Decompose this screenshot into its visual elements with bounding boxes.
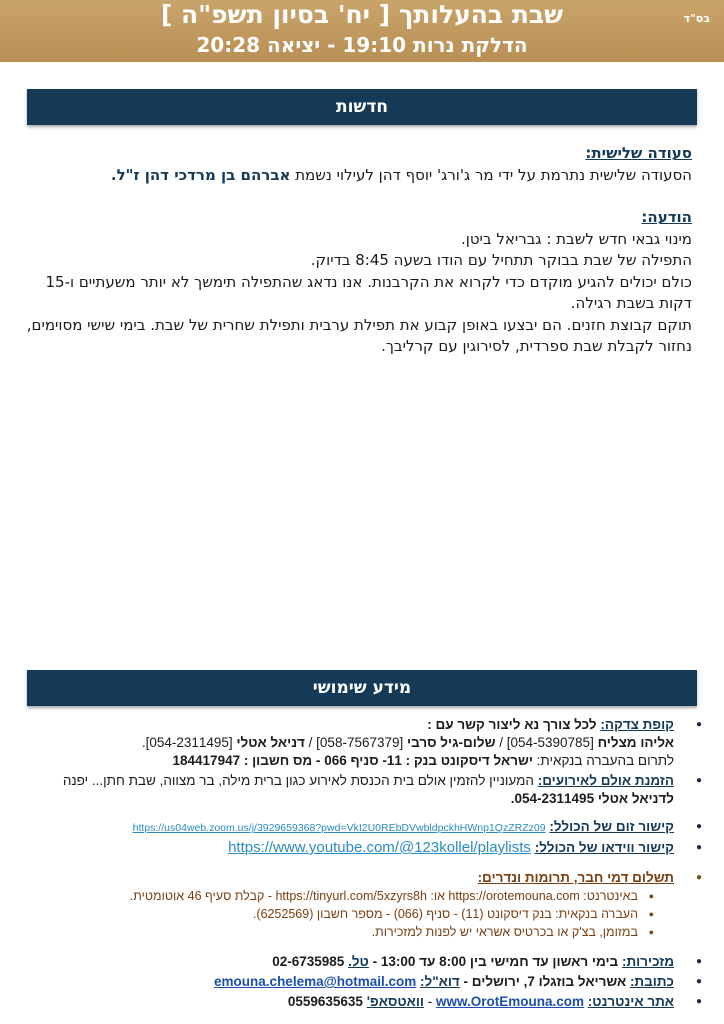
- list-item-tzedaka: ● קופת צדקה: לכל צורך נא ליצור קשר עם : אליהו מצליח [054-5390785] / שלום-גיל סרבי [058-7567379] / דניאל אטלי [054-2311495]. לתרום בהעברה בנקאית: ישראל דיסקונט בנק : 11- סניף 066 - מס חשבון : 184417947: [22, 716, 702, 770]
- notice-line: תוקם קבוצת חזנים. הם יבצעו באופן קבוע את תפילת ערבית ותפילת שחרית של שבת. בימי שישי מסוימים, נחזור לקבלת שבת ספרדית, לסירוגין עם קרליבך.: [26, 315, 692, 355]
- seuda-title: סעודה שלישית:: [585, 144, 692, 162]
- bsd-mark: בס"ד: [683, 12, 710, 25]
- info-section-heading: מידע שימושי: [27, 670, 697, 706]
- page-title: שבת בהעלותך [ יח' בסיון תשפ"ה ]: [160, 0, 564, 29]
- seuda-memorial-name: אברהם בן מרדכי דהן ז"ל.: [110, 165, 291, 184]
- list-item-video: ● קישור ווידאו של הכולל: https://www.youtube.com/@123kollel/playlists: [22, 839, 702, 857]
- info-body: [22, 716, 702, 1013]
- candle-lighting-times: הדלקת נרות 19:10 - יציאה 20:28: [196, 33, 528, 57]
- dues-item: ● במזומן, בצ'ק או בכרטיס אשראי יש לפנות למזכירות.: [22, 923, 674, 941]
- seuda-paragraph: הסעודה שלישית נתרמת על ידי מר ג'ורג' יוסף דהן לעילוי נשמת אברהם בן מרדכי דהן ז"ל.: [110, 165, 692, 184]
- youtube-link[interactable]: https://www.youtube.com/@123kollel/playlists: [228, 839, 531, 856]
- news-body: [22, 143, 692, 358]
- dues-item: ● העברה בנקאית: בנק דיסקונט (11) - סניף (066) - מספר חשבון (6252569).: [22, 905, 674, 923]
- header-banner: [0, 0, 724, 62]
- list-item-dues: ● תשלום דמי חבר, תרומות ונדרים: ● באינטרנט: https://orotemouna.com או: https://tinyurl.com/5xzyrs8h - קבלת סעיף 46 אוטומטית. ● העברה בנקאית: בנק דיסקונט (11) - סניף (066) - מספר חשבון (6252569). ● במזומן, בצ'ק או בכרטיס אשראי יש לפנות למזכירות.: [22, 869, 702, 941]
- list-item-hall: ● הזמנת אולם לאירועים: המעוניין להזמין אולם בית הכנסת לאירוע כגון ברית מילה, בר מצווה, שבת חתן... יפנה לדניאל אטלי 054-2311495.: [22, 772, 702, 808]
- list-item-office: ● מזכירות: בימי ראשון עד חמישי בין 8:00 עד 13:00 - טל. 02-6735985: [22, 953, 702, 971]
- news-section-heading: חדשות: [27, 89, 697, 125]
- email-link[interactable]: emouna.chelema@hotmail.com: [214, 974, 417, 989]
- notice-line: מינוי גבאי חדש לשבת : גבריאל ביטן.: [460, 229, 692, 248]
- list-item-address: ● כתובת: אשריאל בוזגלו 7, ירושלים - דוא"ל: emouna.chelema@hotmail.com: [22, 973, 702, 991]
- zoom-link[interactable]: https://us04web.zoom.us/j/3929659368?pwd=VkI2U0REbDVwbldpckhHWnp1QzZRZz09: [132, 822, 546, 834]
- notice-line: התפילה של שבת בבוקר תתחיל עם הודו בשעה 8:45 בדיוק.: [310, 251, 692, 269]
- notice-line: כולם יכולים להגיע מוקדם כדי לקרוא את הקרבנות. אנו נדאג שהתפילה תימשך לא יותר משעתיים ו-15 דקות בשבת רגילה.: [45, 272, 692, 312]
- list-item-website: ● אתר אינטרנט: www.OrotEmouna.com - וואטסאפ' 0559635635: [22, 993, 702, 1011]
- notice-title: הודעה:: [641, 208, 692, 226]
- list-item-zoom: ● קישור זום של הכולל: https://us04web.zoom.us/j/3929659368?pwd=VkI2U0REbDVwbldpckhHWnp1QzZRZz09: [22, 818, 702, 837]
- dues-item: ● באינטרנט: https://orotemouna.com או: https://tinyurl.com/5xzyrs8h - קבלת סעיף 46 אוטומטית.: [22, 887, 674, 905]
- website-link[interactable]: www.OrotEmouna.com: [436, 994, 585, 1009]
